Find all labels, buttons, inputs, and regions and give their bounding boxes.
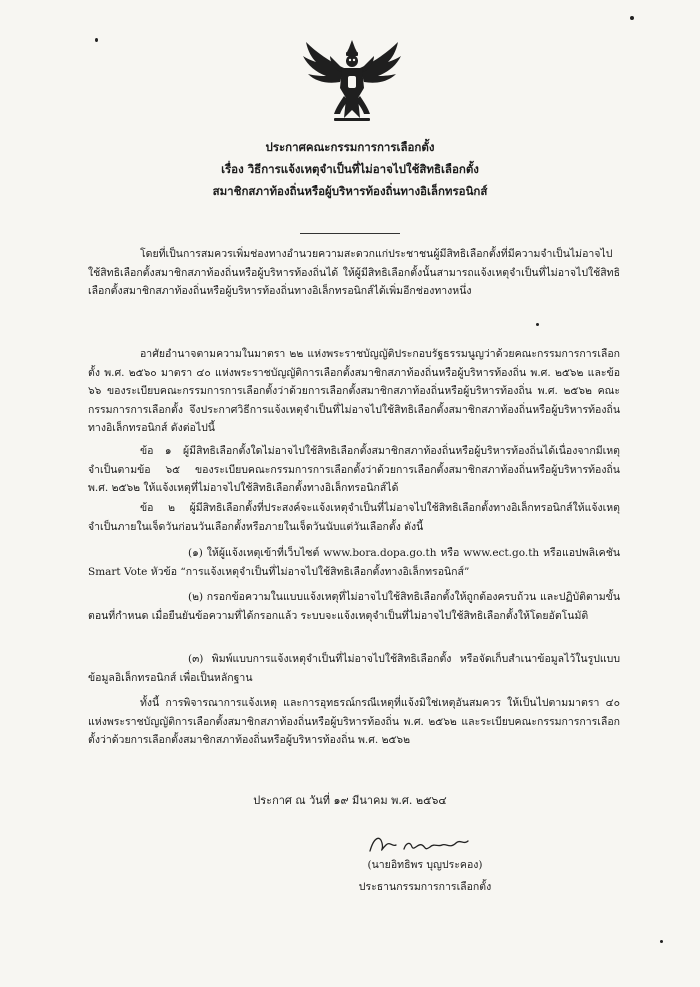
- paragraph-clause-2: ข้อ ๒ ผู้มีสิทธิเลือกตั้งที่ประสงค์จะแจ้งเหตุจำเป็นที่ไม่อาจไปใช้สิทธิเลือกตั้งทางอิเล็กทรอนิกส์ให้แจ้งเหตุจำเป็นภายในเจ็ดวันก่อนวันเลือกตั้งหรือภายในเจ็ดวันนับแต่วันเลือกตั้ง ดังนี้: [88, 502, 620, 533]
- signer-position: ประธานกรรมการการเลือกตั้ง: [358, 881, 492, 893]
- header-divider: [300, 233, 400, 234]
- scan-speck: [660, 940, 663, 943]
- subject-line: เรื่อง วิธีการแจ้งเหตุจำเป็นที่ไม่อาจไปใช้สิทธิเลือกตั้ง: [221, 162, 479, 176]
- signer-block: [310, 854, 540, 898]
- garuda-emblem-icon: [300, 38, 404, 126]
- subject-line-continued: สมาชิกสภาท้องถิ่นหรือผู้บริหารท้องถิ่นทางอิเล็กทรอนิกส์: [212, 184, 488, 198]
- paragraph-item-2: (๒) กรอกข้อความในแบบแจ้งเหตุที่ไม่อาจไปใช้สิทธิเลือกตั้งให้ถูกต้องครบถ้วน และปฏิบัติตามขั้นตอนที่กำหนด เมื่อยืนยันข้อความที่ได้กรอกแล้ว ระบบจะแจ้งเหตุจำเป็นที่ไม่อาจไปใช้สิทธิเลือกตั้งให้โดยอัตโนมัติ: [88, 591, 620, 622]
- paragraph-clause-1: ข้อ ๑ ผู้มีสิทธิเลือกตั้งใดไม่อาจไปใช้สิทธิเลือกตั้งสมาชิกสภาท้องถิ่นหรือผู้บริหารท้องถิ่นได้เนื่องจากมีเหตุจำเป็นตามข้อ ๖๕ ของระเบียบคณะกรรมการการเลือกตั้งว่าด้วยการเลือกตั้งสมาชิกสภาท้องถิ่นหรือผู้บริหารท้องถิ่น พ.ศ. ๒๕๖๒ ให้แจ้งเหตุที่ไม่อาจไปใช้สิทธิเลือกตั้งทางอิเล็กทรอนิกส์ได้: [88, 445, 620, 494]
- paragraph-closing: ทั้งนี้ การพิจารณาการแจ้งเหตุ และการอุทธรณ์กรณีเหตุที่แจ้งมิใช่เหตุอันสมควร ให้เป็นไปตามมาตรา ๔๐ แห่งพระราชบัญญัติการเลือกตั้งสมาชิกสภาท้องถิ่นหรือผู้บริหารท้องถิ่น พ.ศ. ๒๕๖๒ และระเบียบคณะกรรมการการเลือกตั้งว่าด้วยการเลือกตั้งสมาชิกสภาท้องถิ่นหรือผู้บริหารท้องถิ่น พ.ศ. ๒๕๖๒: [88, 697, 620, 746]
- scan-speck: [630, 16, 634, 20]
- paragraph-authority: อาศัยอำนาจตามความในมาตรา ๒๒ แห่งพระราชบัญญัติประกอบรัฐธรรมนูญว่าด้วยคณะกรรมการการเลือกตั้ง พ.ศ. ๒๕๖๐ มาตรา ๔๐ แห่งพระราชบัญญัติการเลือกตั้งสมาชิกสภาท้องถิ่นหรือผู้บริหารท้องถิ่น พ.ศ. ๒๕๖๒ และข้อ ๖๖ ของระเบียบคณะกรรมการการเลือกตั้งว่าด้วยการเลือกตั้งสมาชิกสภาท้องถิ่นหรือผู้บริหารท้องถิ่น พ.ศ. ๒๕๖๒ คณะกรรมการการเลือกตั้ง จึงประกาศวิธีการแจ้งเหตุจำเป็นที่ไม่อาจไปใช้สิทธิเลือกตั้งสมาชิกสภาท้องถิ่นหรือผู้บริหารท้องถิ่นทางอิเล็กทรอนิกส์ ดังต่อไปนี้: [88, 348, 620, 434]
- signer-name: (นายอิทธิพร บุญประคอง): [367, 859, 483, 871]
- paragraph-item-1: (๑) ให้ผู้แจ้งเหตุเข้าที่เว็บไซต์ www.bora.dopa.go.th หรือ www.ect.go.th หรือแอปพลิเคชัน Smart Vote หัวข้อ “การแจ้งเหตุจำเป็นที่ไม่อาจไปใช้สิทธิเลือกตั้งทางอิเล็กทรอนิกส์”: [88, 547, 620, 578]
- announcement-date: ประกาศ ณ วันที่ ๑๙ มีนาคม พ.ศ. ๒๕๖๔: [253, 794, 447, 807]
- issuer-title: ประกาศคณะกรรมการการเลือกตั้ง: [265, 140, 435, 154]
- paragraph-preamble: โดยที่เป็นการสมควรเพิ่มช่องทางอำนวยความสะดวกแก่ประชาชนผู้มีสิทธิเลือกตั้งที่มีความจำเป็นไม่อาจไปใช้สิทธิเลือกตั้งสมาชิกสภาท้องถิ่นหรือผู้บริหารท้องถิ่นได้ ให้ผู้มีสิทธิเลือกตั้งนั้นสามารถแจ้งเหตุจำเป็นที่ไม่อาจไปใช้สิทธิเลือกตั้งสมาชิกสภาท้องถิ่นหรือผู้บริหารท้องถิ่นทางอิเล็กทรอนิกส์ได้เพิ่มอีกช่องทางหนึ่ง: [88, 248, 620, 297]
- paragraph-item-3: (๓) พิมพ์แบบการแจ้งเหตุจำเป็นที่ไม่อาจไปใช้สิทธิเลือกตั้ง หรือจัดเก็บสำเนาข้อมูลไว้ในรูปแบบข้อมูลอิเล็กทรอนิกส์ เพื่อเป็นหลักฐาน: [88, 653, 620, 684]
- announcement-header: [0, 136, 700, 202]
- scan-speck: [536, 323, 539, 326]
- scan-speck: [95, 38, 98, 42]
